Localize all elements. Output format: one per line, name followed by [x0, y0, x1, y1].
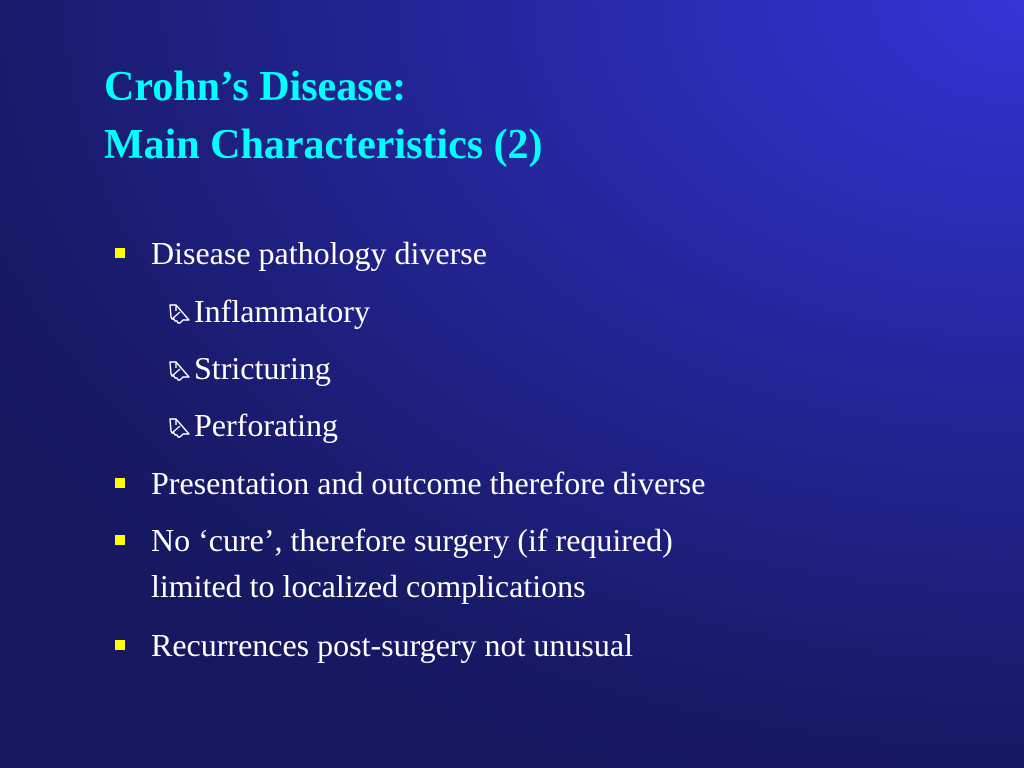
sub-bullet-text: Stricturing: [194, 350, 331, 386]
pointing-hand-icon: [168, 416, 192, 438]
square-bullet-icon: [115, 478, 125, 488]
bullet-text: Recurrences post-surgery not unusual: [151, 627, 633, 663]
bullet-text: Presentation and outcome therefore diverse: [151, 465, 706, 501]
title-line-1: Crohn’s Disease:: [104, 64, 407, 110]
sub-bullet-text: Perforating: [194, 407, 338, 443]
sub-bullet-item: [168, 345, 331, 391]
bullet-continuation: [151, 563, 586, 609]
pointing-hand-icon: [168, 302, 192, 324]
square-bullet-icon: [115, 535, 125, 545]
sub-bullet-text: Inflammatory: [194, 293, 370, 329]
pointing-hand-icon: [168, 359, 192, 381]
square-bullet-icon: [115, 640, 125, 650]
square-bullet-icon: [115, 248, 125, 258]
title-line-2: Main Characteristics (2): [104, 122, 543, 168]
bullet-text: Disease pathology diverse: [151, 235, 487, 271]
bullet-text: No ‘cure’, therefore surgery (if required): [151, 522, 673, 558]
sub-bullet-item: [168, 402, 338, 448]
sub-bullet-item: [168, 288, 370, 334]
bullet-text: limited to localized complications: [151, 568, 586, 604]
